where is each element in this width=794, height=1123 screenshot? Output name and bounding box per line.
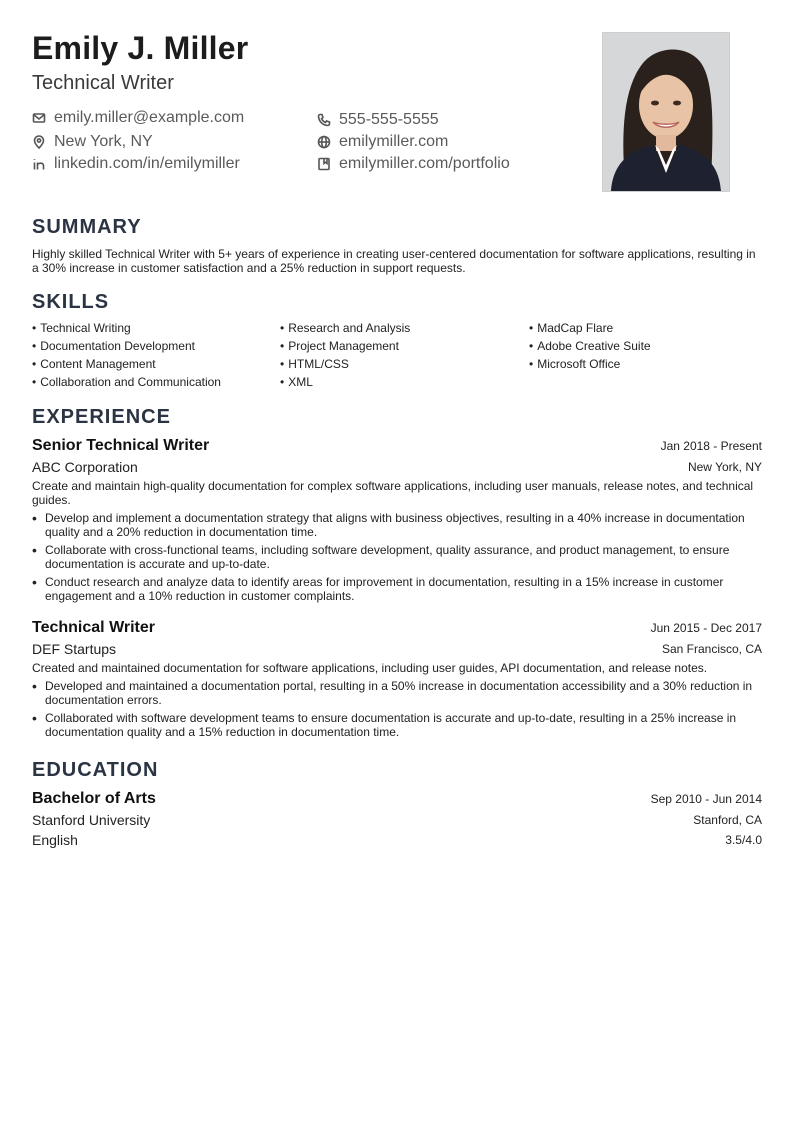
summary-heading: SUMMARY bbox=[32, 216, 142, 238]
job-description: Created and maintained documentation for software applications, including user guides, API documentation, and release notes. bbox=[32, 661, 708, 675]
job-title: Senior Technical Writer bbox=[32, 437, 210, 454]
location-icon bbox=[32, 135, 46, 149]
contact-location bbox=[32, 133, 153, 151]
job-dates: Jan 2018 - Present bbox=[660, 439, 762, 453]
gpa: 3.5/4.0 bbox=[725, 833, 762, 847]
education-heading: EDUCATION bbox=[32, 759, 159, 781]
field-of-study: English bbox=[32, 832, 78, 848]
skill-item: • MadCap Flare bbox=[529, 321, 614, 335]
skill-item: • XML bbox=[280, 375, 313, 389]
skill-item: • HTML/CSS bbox=[280, 357, 349, 371]
job-bullet: • Collaborate with cross-functional teams, including software development, quality assurance, and product management, to ensure documentation is accurate and up-to-date. bbox=[32, 542, 730, 571]
contact-website[interactable] bbox=[317, 133, 448, 151]
portfolio-text: emilymiller.com/portfolio bbox=[339, 155, 510, 172]
skill-item: • Content Management bbox=[32, 357, 156, 371]
contact-portfolio[interactable] bbox=[317, 155, 510, 173]
degree: Bachelor of Arts bbox=[32, 790, 156, 807]
job-bullet: • Collaborated with software development teams to ensure documentation is accurate and up-to-date, resulting in a 25% increase in documentation quality and a 15% reduction in documentation time. bbox=[32, 710, 737, 739]
skill-item: • Project Management bbox=[280, 339, 399, 353]
linkedin-icon bbox=[32, 157, 46, 171]
globe-icon bbox=[317, 135, 331, 149]
skill-item: • Documentation Development bbox=[32, 339, 195, 353]
skill-item: • Microsoft Office bbox=[529, 357, 621, 371]
skill-item: • Technical Writing bbox=[32, 321, 131, 335]
job-bullet: • Developed and maintained a documentation portal, resulting in a 50% increase in documentation accessibility and a 30% reduction in documentation errors. bbox=[32, 678, 753, 707]
job-title: Technical Writer bbox=[32, 619, 155, 636]
email-text: emily.miller@example.com bbox=[54, 109, 245, 126]
linkedin-text: linkedin.com/in/emilymiller bbox=[54, 155, 240, 172]
mail-icon bbox=[32, 111, 46, 125]
portfolio-icon bbox=[317, 157, 331, 171]
job-bullet: • Conduct research and analyze data to identify areas for improvement in documentation, resulting in a 15% increase in customer engagement and a 10% reduction in customer complaints. bbox=[32, 574, 724, 603]
location-text: New York, NY bbox=[54, 133, 153, 150]
website-text: emilymiller.com bbox=[339, 133, 449, 150]
contact-phone[interactable] bbox=[317, 111, 439, 129]
profile-photo bbox=[602, 32, 730, 192]
experience-heading: EXPERIENCE bbox=[32, 406, 171, 428]
school: Stanford University bbox=[32, 812, 151, 828]
summary-text: Highly skilled Technical Writer with 5+ years of experience in creating user-centered documentation for software applications, resulting in a 30% increase in customer satisfaction and a 25% reduction in support requests. bbox=[32, 247, 756, 275]
contact-linkedin[interactable] bbox=[32, 155, 240, 173]
job-dates: Jun 2015 - Dec 2017 bbox=[650, 621, 762, 635]
job-location: New York, NY bbox=[687, 460, 762, 474]
contact-email[interactable] bbox=[32, 109, 244, 127]
candidate-title: Technical Writer bbox=[32, 72, 174, 94]
phone-text: 555-555-5555 bbox=[339, 111, 439, 128]
candidate-name: Emily J. Miller bbox=[32, 30, 249, 66]
school-location: Stanford, CA bbox=[693, 813, 762, 827]
job-company: ABC Corporation bbox=[32, 459, 138, 475]
job-bullet: • Develop and implement a documentation strategy that aligns with business objectives, resulting in a 40% increase in documentation quality and a 20% reduction in documentation time. bbox=[32, 510, 745, 539]
skill-item: • Research and Analysis bbox=[280, 321, 411, 335]
job-description: Create and maintain high-quality documentation for complex software applications, including user manuals, release notes, and technical guides. bbox=[32, 479, 754, 507]
skills-heading: SKILLS bbox=[32, 291, 110, 313]
education-dates: Sep 2010 - Jun 2014 bbox=[650, 792, 762, 806]
skill-item: • Adobe Creative Suite bbox=[529, 339, 651, 353]
skill-item: • Collaboration and Communication bbox=[32, 375, 221, 389]
phone-icon bbox=[317, 113, 331, 127]
job-location: San Francisco, CA bbox=[661, 642, 762, 656]
job-company: DEF Startups bbox=[32, 641, 117, 657]
